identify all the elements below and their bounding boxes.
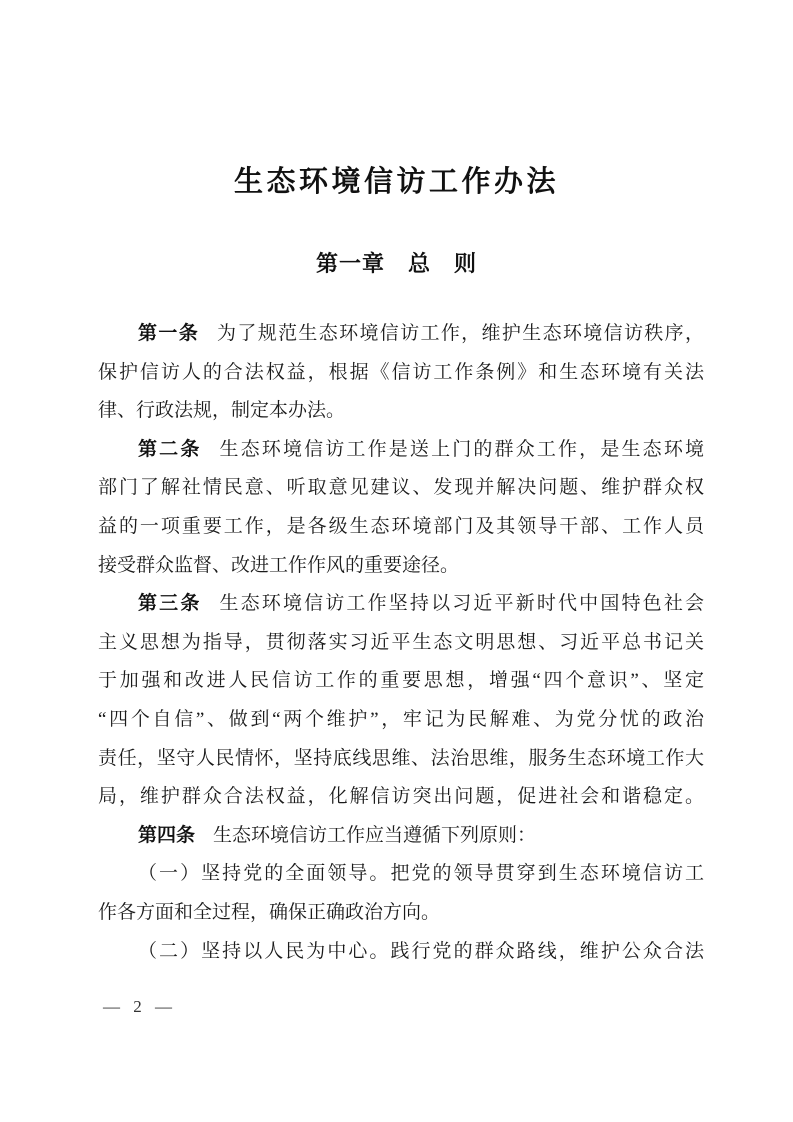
article-2-number: 第二条 — [138, 438, 202, 460]
article-1-text-3: 律、行政法规，制定本办法。 — [98, 400, 346, 422]
article-3-text-1: 生态环境信访工作坚持以习近平新时代中国特色社会 — [219, 593, 704, 615]
article-3-line-3 — [98, 662, 704, 701]
article-3-line-2 — [98, 624, 704, 663]
principle-1-line-1 — [98, 855, 704, 894]
article-2-line-1 — [98, 431, 704, 470]
article-4-text-1: 生态环境信访工作应当遵循下列原则： — [213, 824, 537, 846]
article-2-line-3 — [98, 508, 704, 547]
article-2-text-4: 接受群众监督、改进工作作风的重要途径。 — [98, 554, 460, 576]
principle-1-text-1: （一）坚持党的全面领导。把党的领导贯穿到生态环境信访工 — [138, 863, 704, 885]
article-3-line-4 — [98, 701, 704, 740]
document-body — [98, 315, 704, 971]
article-3-text-3: 于加强和改进人民信访工作的重要思想，增强“四个意识”、坚定 — [98, 670, 704, 692]
article-3-line-5 — [98, 740, 704, 779]
article-1-line-1 — [98, 315, 704, 354]
article-1-number: 第一条 — [138, 323, 200, 344]
article-2-text-3: 益的一项重要工作，是各级生态环境部门及其领导干部、工作人员 — [98, 515, 704, 537]
article-3-text-2: 主义思想为指导，贯彻落实习近平生态文明思想、习近平总书记关 — [98, 631, 704, 653]
article-1-text-1: 为了规范生态环境信访工作，维护生态环境信访秩序， — [217, 323, 704, 344]
chapter-heading: 第一章 总 则 — [315, 251, 477, 276]
article-2-text-1: 生态环境信访工作是送上门的群众工作，是生态环境 — [219, 438, 704, 460]
page-number: — 2 — — [103, 997, 173, 1016]
article-3-number: 第三条 — [138, 593, 202, 615]
article-3-text-6: 局，维护群众合法权益，化解信访突出问题，促进社会和谐稳定。 — [98, 786, 704, 808]
article-1-line-2 — [98, 354, 704, 393]
principle-1-text-2: 作各方面和全过程，确保正确政治方向。 — [98, 901, 441, 923]
article-3-line-1 — [98, 585, 704, 624]
article-3-line-6 — [98, 778, 704, 817]
article-1-line-3 — [98, 392, 704, 431]
principle-2-text-1: （二）坚持以人民为中心。践行党的群众路线，维护公众合法 — [138, 940, 704, 962]
article-2-line-2 — [98, 469, 704, 508]
article-4-number: 第四条 — [138, 824, 196, 846]
article-1-text-2: 保护信访人的合法权益，根据《信访工作条例》和生态环境有关法 — [98, 361, 704, 383]
article-3-text-5: 责任，坚守人民情怀，坚持底线思维、法治思维，服务生态环境工作大 — [98, 747, 704, 769]
article-2-text-2: 部门了解社情民意、听取意见建议、发现并解决问题、维护群众权 — [98, 477, 704, 499]
article-4-line-1 — [98, 817, 704, 856]
document-title: 生态环境信访工作办法 — [233, 166, 559, 198]
article-3-text-4: “四个自信”、做到“两个维护”，牢记为民解难、为党分忧的政治 — [98, 708, 704, 730]
principle-2-line-1 — [98, 933, 704, 972]
article-2-line-4 — [98, 547, 704, 586]
principle-1-line-2 — [98, 894, 704, 933]
